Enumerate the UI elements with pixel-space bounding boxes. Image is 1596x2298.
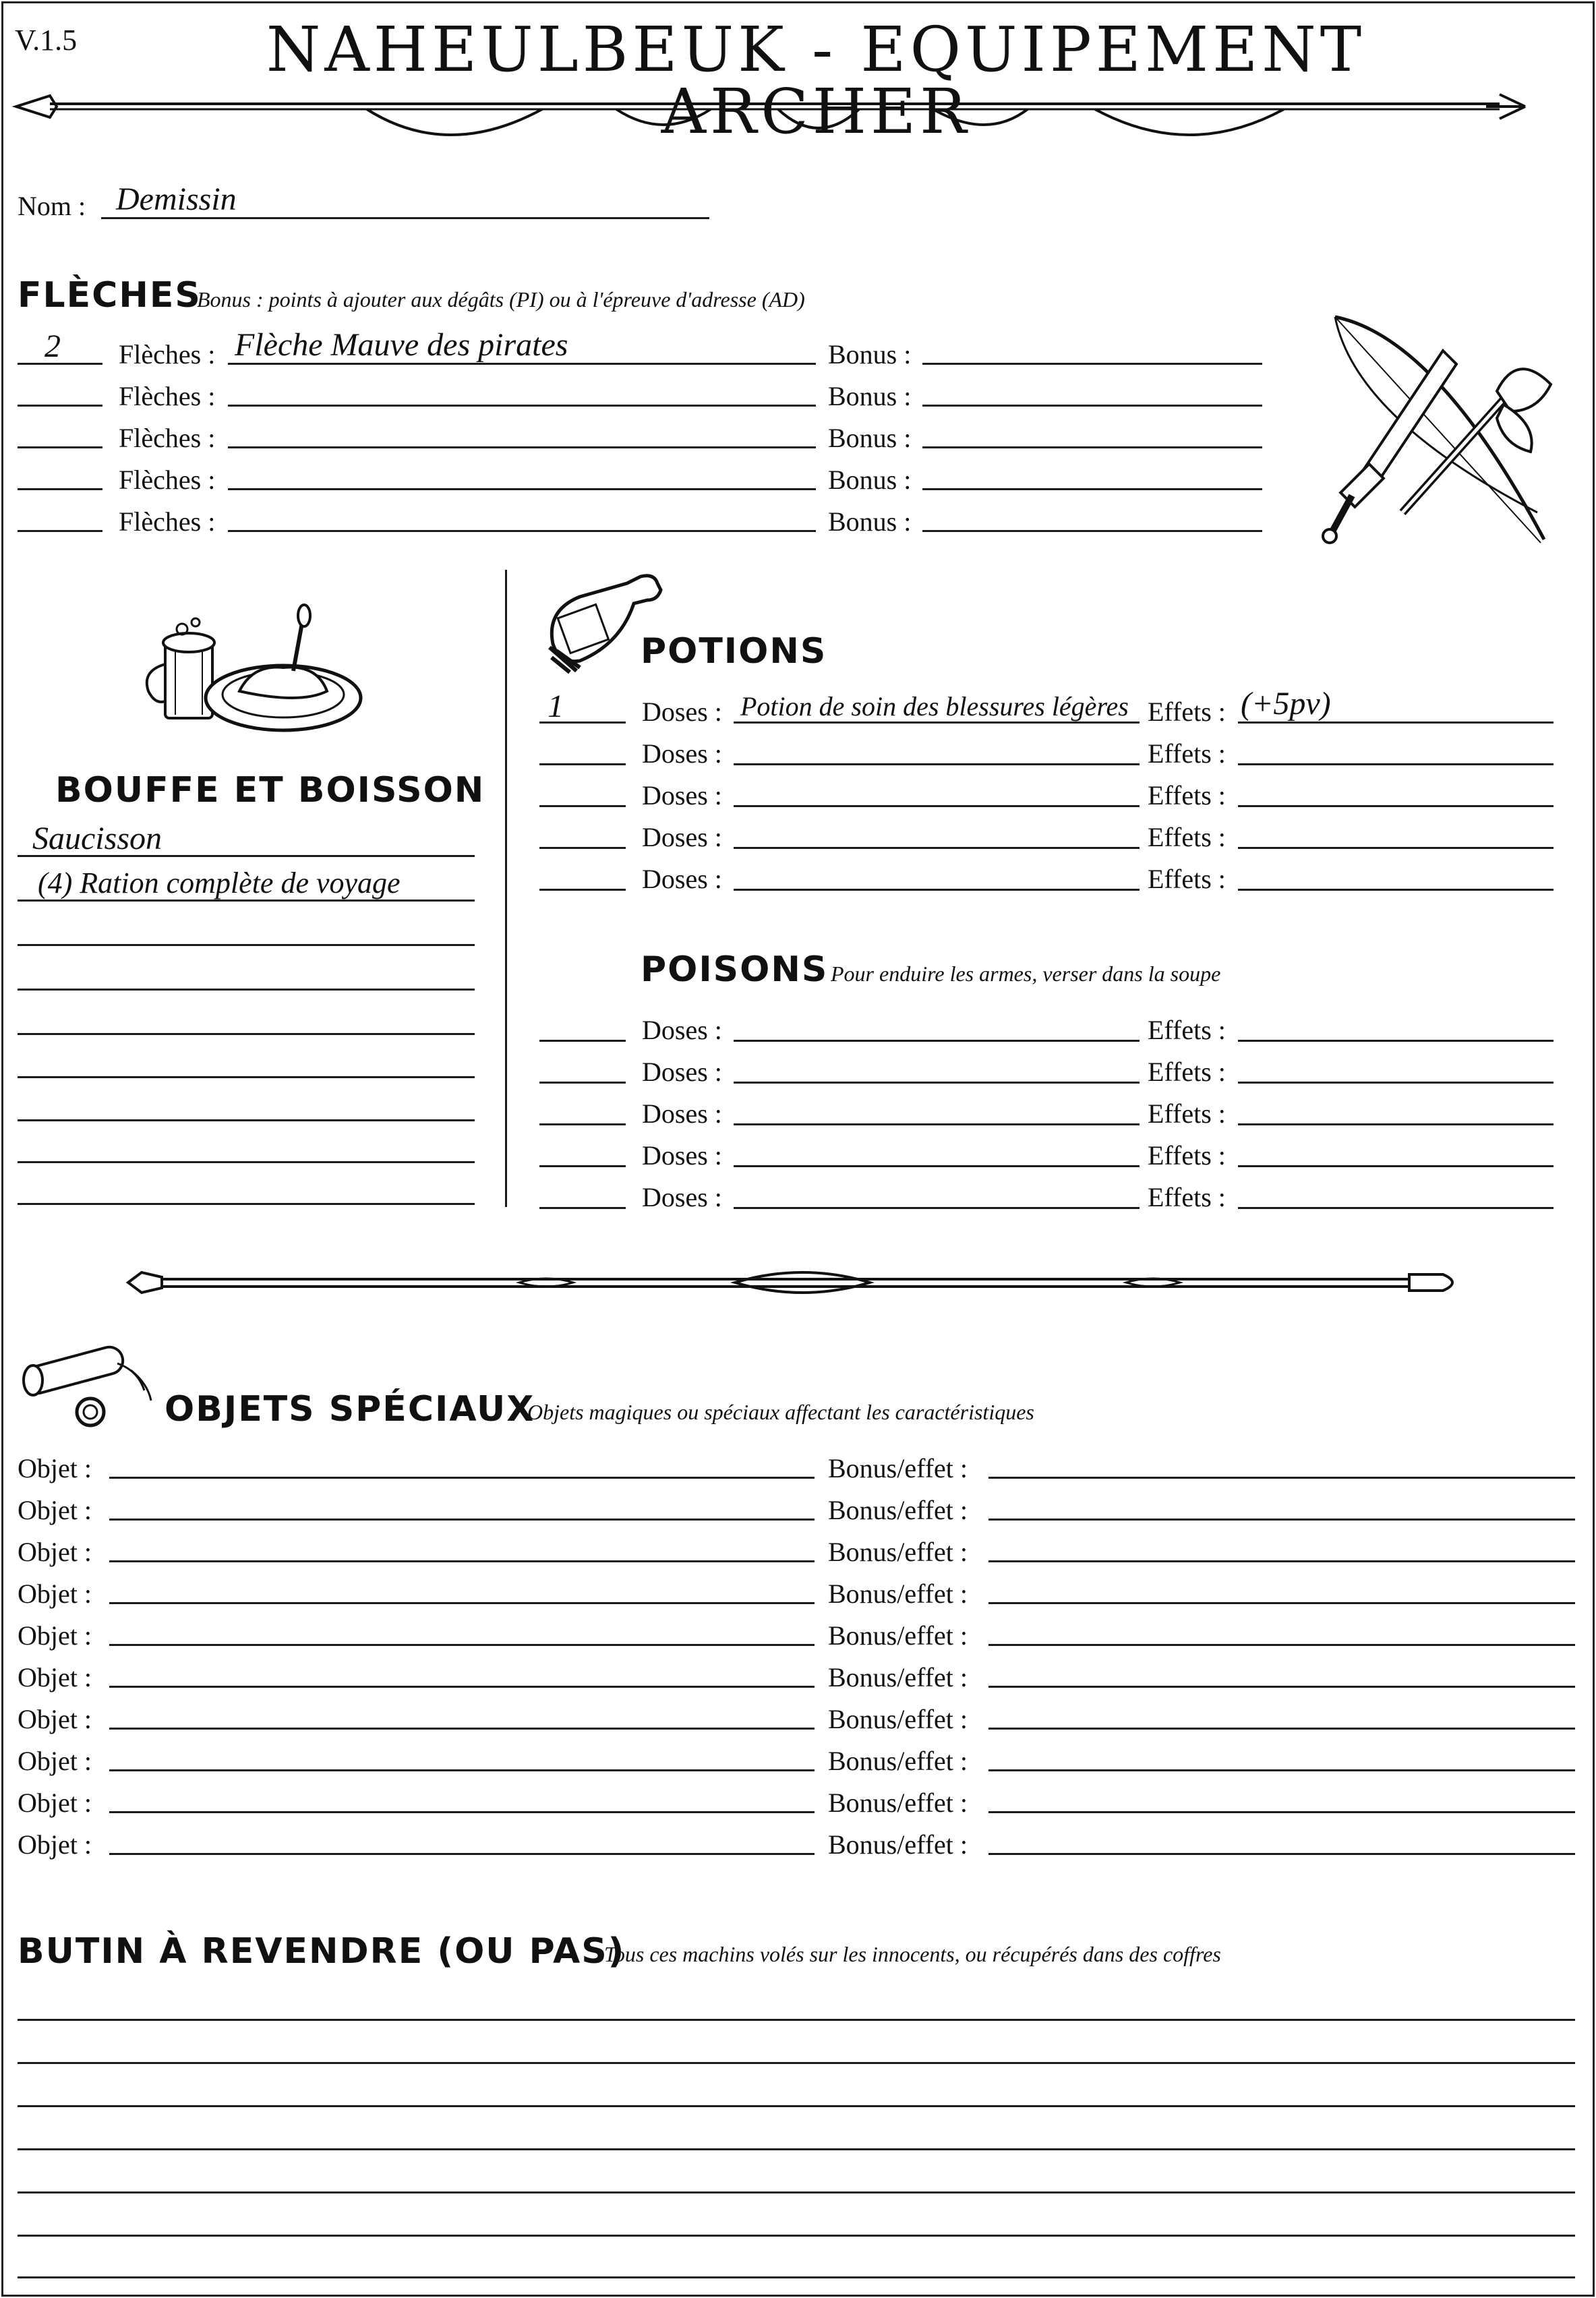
poison-doses-label: Doses :: [642, 1098, 722, 1129]
objet-line: [109, 1644, 815, 1646]
objet-bonus-label: Bonus/effet :: [828, 1495, 968, 1525]
poison-effets-label: Effets :: [1148, 1140, 1226, 1171]
potion-name-line: [734, 805, 1140, 807]
bouffe-line: [18, 1033, 475, 1035]
potion-qty-line: [539, 847, 626, 849]
objet-label: Objet :: [18, 1746, 92, 1776]
butin-line: [18, 2105, 1575, 2107]
fleches-name[interactable]: Flèche Mauve des pirates: [235, 327, 568, 363]
objet-bonus-label: Bonus/effet :: [828, 1704, 968, 1734]
poison-doses-label: Doses :: [642, 1015, 722, 1045]
scroll-ring-icon: [16, 1336, 158, 1431]
poison-name-line: [734, 1123, 1140, 1125]
bouffe-line: [18, 1161, 475, 1163]
potion-effect-line: [1238, 763, 1554, 765]
poison-qty-line: [539, 1165, 626, 1167]
poison-effect-line: [1238, 1040, 1554, 1042]
poison-name-line: [734, 1040, 1140, 1042]
objet-bonus-line: [988, 1477, 1575, 1479]
potion-qty-line: [539, 721, 626, 724]
objet-label: Objet :: [18, 1537, 92, 1567]
fleches-bonus-line: [922, 405, 1262, 407]
objet-bonus-label: Bonus/effet :: [828, 1620, 968, 1651]
objet-bonus-line: [988, 1686, 1575, 1688]
fleches-qty-line: [18, 530, 102, 532]
potion-effect-line: [1238, 847, 1554, 849]
potion-doses-label: Doses :: [642, 738, 722, 769]
bouffe-line: [18, 1203, 475, 1205]
potion-qty-line: [539, 889, 626, 891]
potion-qty[interactable]: 1: [548, 688, 564, 724]
staff-divider-icon: [128, 1262, 1463, 1303]
butin-line: [18, 2191, 1575, 2193]
objet-bonus-line: [988, 1769, 1575, 1771]
potion-doses-label: Doses :: [642, 822, 722, 852]
fleches-bonus-line: [922, 363, 1262, 365]
fleches-bonus-label: Bonus :: [828, 423, 912, 453]
poison-effets-label: Effets :: [1148, 1182, 1226, 1212]
fleches-name-line: [228, 405, 816, 407]
butin-line: [18, 2235, 1575, 2237]
bouffe-line: [18, 989, 475, 991]
fleches-bonus-label: Bonus :: [828, 381, 912, 411]
objet-bonus-line: [988, 1853, 1575, 1855]
poisons-heading: POISONS: [641, 949, 829, 990]
objet-bonus-label: Bonus/effet :: [828, 1453, 968, 1483]
poison-doses-label: Doses :: [642, 1182, 722, 1212]
objet-label: Objet :: [18, 1495, 92, 1525]
objet-label: Objet :: [18, 1620, 92, 1651]
objet-bonus-line: [988, 1811, 1575, 1813]
objet-bonus-line: [988, 1644, 1575, 1646]
potion-effect-line: [1238, 721, 1554, 724]
objet-bonus-label: Bonus/effet :: [828, 1579, 968, 1609]
fleches-label: Flèches :: [119, 506, 216, 537]
food-drink-icon: [138, 603, 367, 738]
fleches-bonus-label: Bonus :: [828, 339, 912, 370]
bouffe-line: [18, 900, 475, 902]
objet-bonus-line: [988, 1602, 1575, 1604]
fleches-name-line: [228, 363, 816, 365]
objet-bonus-label: Bonus/effet :: [828, 1537, 968, 1567]
butin-line: [18, 2019, 1575, 2021]
potion-name[interactable]: Potion de soin des blessures légères: [740, 691, 1129, 721]
potion-qty-line: [539, 805, 626, 807]
fleches-qty-line: [18, 488, 102, 490]
fleches-label: Flèches :: [119, 423, 216, 453]
butin-line: [18, 2276, 1575, 2278]
potion-effect-line: [1238, 889, 1554, 891]
potion-qty-line: [539, 763, 626, 765]
potion-name-line: [734, 889, 1140, 891]
fleches-qty-line: [18, 363, 102, 365]
nom-line: [101, 217, 709, 219]
poison-name-line: [734, 1207, 1140, 1209]
bouffe-line: [18, 1119, 475, 1121]
nom-value[interactable]: Demissin: [116, 181, 237, 217]
poison-effect-line: [1238, 1207, 1554, 1209]
bouffe-line: [18, 855, 475, 857]
fleches-label: Flèches :: [119, 381, 216, 411]
poison-name-line: [734, 1082, 1140, 1084]
poison-effect-line: [1238, 1123, 1554, 1125]
objet-line: [109, 1477, 815, 1479]
objet-label: Objet :: [18, 1579, 92, 1609]
objet-label: Objet :: [18, 1453, 92, 1483]
objet-bonus-label: Bonus/effet :: [828, 1788, 968, 1818]
objet-label: Objet :: [18, 1704, 92, 1734]
poison-effect-line: [1238, 1165, 1554, 1167]
potion-name-line: [734, 721, 1140, 724]
poison-doses-label: Doses :: [642, 1057, 722, 1087]
butin-heading: BUTIN À REVENDRE (OU PAS): [18, 1931, 626, 1972]
potion-effets-label: Effets :: [1148, 738, 1226, 769]
objet-bonus-line: [988, 1728, 1575, 1730]
objet-line: [109, 1811, 815, 1813]
objet-bonus-label: Bonus/effet :: [828, 1662, 968, 1692]
objet-bonus-label: Bonus/effet :: [828, 1746, 968, 1776]
fleches-qty-line: [18, 405, 102, 407]
bouffe-line: [18, 944, 475, 946]
poison-effets-label: Effets :: [1148, 1098, 1226, 1129]
bouffe-item[interactable]: Saucisson: [32, 821, 162, 856]
fleches-name-line: [228, 446, 816, 448]
potion-name-line: [734, 847, 1140, 849]
poison-qty-line: [539, 1040, 626, 1042]
potion-doses-label: Doses :: [642, 864, 722, 894]
potion-effets-label: Effets :: [1148, 780, 1226, 811]
objet-line: [109, 1769, 815, 1771]
fleches-bonus-line: [922, 446, 1262, 448]
objet-bonus-line: [988, 1519, 1575, 1521]
objet-line: [109, 1853, 815, 1855]
objets-heading: OBJETS SPÉCIAUX: [165, 1389, 535, 1430]
objet-line: [109, 1560, 815, 1562]
butin-subtitle: Tous ces machins volés sur les innocents, ou récupérés dans des coffres: [604, 1942, 1221, 1966]
bouffe-heading: BOUFFE ET BOISSON: [55, 770, 485, 811]
fleches-qty-line: [18, 446, 102, 448]
poison-qty-line: [539, 1082, 626, 1084]
page-title: NAHEULBEUK - EQUIPEMENT ARCHER: [266, 13, 1366, 148]
potion-effets-label: Effets :: [1148, 822, 1226, 852]
poison-doses-label: Doses :: [642, 1140, 722, 1171]
fleches-name-line: [228, 530, 816, 532]
nom-label: Nom :: [18, 191, 86, 221]
fleches-name-line: [228, 488, 816, 490]
potions-heading: POTIONS: [641, 631, 827, 672]
objet-bonus-line: [988, 1560, 1575, 1562]
poison-qty-line: [539, 1123, 626, 1125]
fleches-label: Flèches :: [119, 339, 216, 370]
bouffe-item[interactable]: (4) Ration complète de voyage: [38, 866, 401, 900]
crossed-weapons-icon: [1315, 310, 1571, 553]
poison-name-line: [734, 1165, 1140, 1167]
arrow-divider-icon: [16, 86, 1527, 147]
potion-doses-label: Doses :: [642, 697, 722, 727]
objet-bonus-label: Bonus/effet :: [828, 1829, 968, 1860]
objets-subtitle: Objets magiques ou spéciaux affectant les caractéristiques: [527, 1400, 1034, 1424]
objet-line: [109, 1519, 815, 1521]
fleches-qty[interactable]: 2: [45, 328, 61, 364]
fleches-heading: FLÈCHES: [18, 275, 202, 316]
fleches-bonus-line: [922, 530, 1262, 532]
fleches-subtitle: Bonus : points à ajouter aux dégâts (PI) ou à l'épreuve d'adresse (AD): [197, 287, 805, 312]
butin-line: [18, 2062, 1575, 2064]
potion-effect-line: [1238, 805, 1554, 807]
poisons-subtitle: Pour enduire les armes, verser dans la soupe: [831, 962, 1221, 986]
fleches-bonus-label: Bonus :: [828, 465, 912, 495]
potion-name-line: [734, 763, 1140, 765]
objet-line: [109, 1728, 815, 1730]
fleches-bonus-label: Bonus :: [828, 506, 912, 537]
poison-effets-label: Effets :: [1148, 1057, 1226, 1087]
column-divider: [505, 570, 507, 1207]
objet-label: Objet :: [18, 1829, 92, 1860]
potion-effets-label: Effets :: [1148, 697, 1226, 727]
bouffe-line: [18, 1076, 475, 1078]
potion-effect[interactable]: (+5pv): [1241, 686, 1331, 721]
poison-qty-line: [539, 1207, 626, 1209]
butin-line: [18, 2148, 1575, 2150]
objet-label: Objet :: [18, 1788, 92, 1818]
poison-effect-line: [1238, 1082, 1554, 1084]
objet-label: Objet :: [18, 1662, 92, 1692]
version-label: V.1.5: [15, 24, 78, 57]
fleches-label: Flèches :: [119, 465, 216, 495]
objet-line: [109, 1602, 815, 1604]
objet-line: [109, 1686, 815, 1688]
potion-doses-label: Doses :: [642, 780, 722, 811]
poison-effets-label: Effets :: [1148, 1015, 1226, 1045]
potion-effets-label: Effets :: [1148, 864, 1226, 894]
fleches-bonus-line: [922, 488, 1262, 490]
